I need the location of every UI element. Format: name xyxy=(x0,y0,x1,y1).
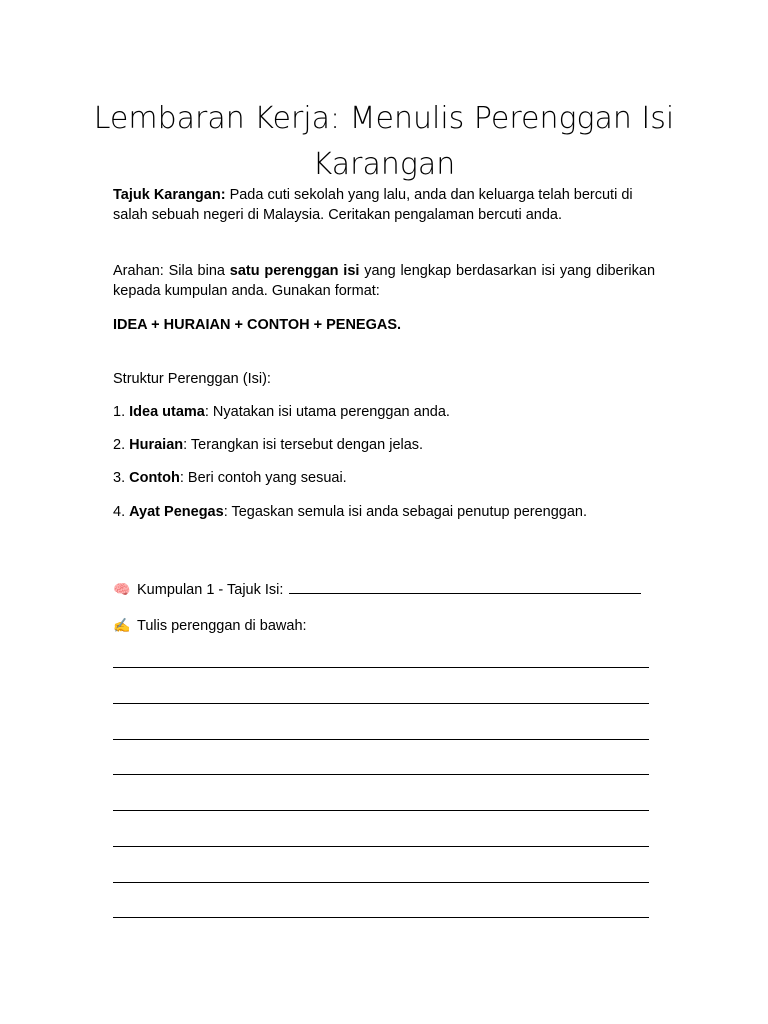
writing-line[interactable] xyxy=(113,667,649,668)
step-number: 3. xyxy=(113,470,126,486)
writing-line[interactable] xyxy=(113,774,649,775)
group-label: Kumpulan 1 - Tajuk Isi: xyxy=(137,582,284,598)
instruction-suffix: yang lengkap berdasarkan isi yang diberikan kepada kumpulan anda. Gunakan format: xyxy=(113,263,656,299)
structure-step-3 xyxy=(113,468,655,488)
writing-line[interactable] xyxy=(113,739,649,740)
format-line xyxy=(113,315,655,335)
structure-step-4 xyxy=(113,502,655,522)
topic-text: Pada cuti sekolah yang lalu, anda dan keluarga telah bercuti di salah sebuah negeri di Malaysia. Ceritakan pengalaman bercuti anda. xyxy=(113,187,633,223)
write-label: Tulis perenggan di bawah: xyxy=(137,618,307,634)
step-term: Huraian xyxy=(129,437,184,453)
writing-line[interactable] xyxy=(113,846,649,847)
step-term: Idea utama xyxy=(129,404,205,420)
structure-step-2 xyxy=(113,435,655,455)
structure-step-1 xyxy=(113,402,655,422)
instruction-bold: satu perenggan isi xyxy=(229,263,360,279)
step-description: : Beri contoh yang sesuai. xyxy=(179,470,347,486)
group-topic-line xyxy=(113,579,655,600)
step-description: : Nyatakan isi utama perenggan anda. xyxy=(204,404,450,420)
structure-heading: Struktur Perenggan (Isi): xyxy=(113,371,271,387)
writing-line[interactable] xyxy=(113,917,649,918)
writing-line[interactable] xyxy=(113,882,649,883)
step-number: 2. xyxy=(113,437,126,453)
brain-icon: 🧠 xyxy=(113,581,131,597)
page-title: Lembaran Kerja: Menulis Perenggan Isi Karangan xyxy=(93,101,675,182)
instruction-prefix: Arahan: Sila bina xyxy=(113,263,225,279)
write-instruction xyxy=(113,615,655,636)
instruction-paragraph xyxy=(113,261,655,301)
topic-paragraph xyxy=(113,185,655,225)
group-topic-blank[interactable] xyxy=(289,581,641,594)
step-description: : Terangkan isi tersebut dengan jelas. xyxy=(183,437,424,453)
step-number: 1. xyxy=(113,404,126,420)
writing-line[interactable] xyxy=(113,703,649,704)
topic-label: Tajuk Karangan: xyxy=(113,187,226,203)
writing-hand-icon: ✍ xyxy=(113,617,131,633)
step-description: : Tegaskan semula isi anda sebagai penutup perenggan. xyxy=(223,504,587,520)
step-number: 4. xyxy=(113,504,126,520)
writing-line[interactable] xyxy=(113,810,649,811)
step-term: Contoh xyxy=(129,470,180,486)
step-term: Ayat Penegas xyxy=(129,504,224,520)
format-text: IDEA + HURAIAN + CONTOH + PENEGAS. xyxy=(113,317,402,333)
